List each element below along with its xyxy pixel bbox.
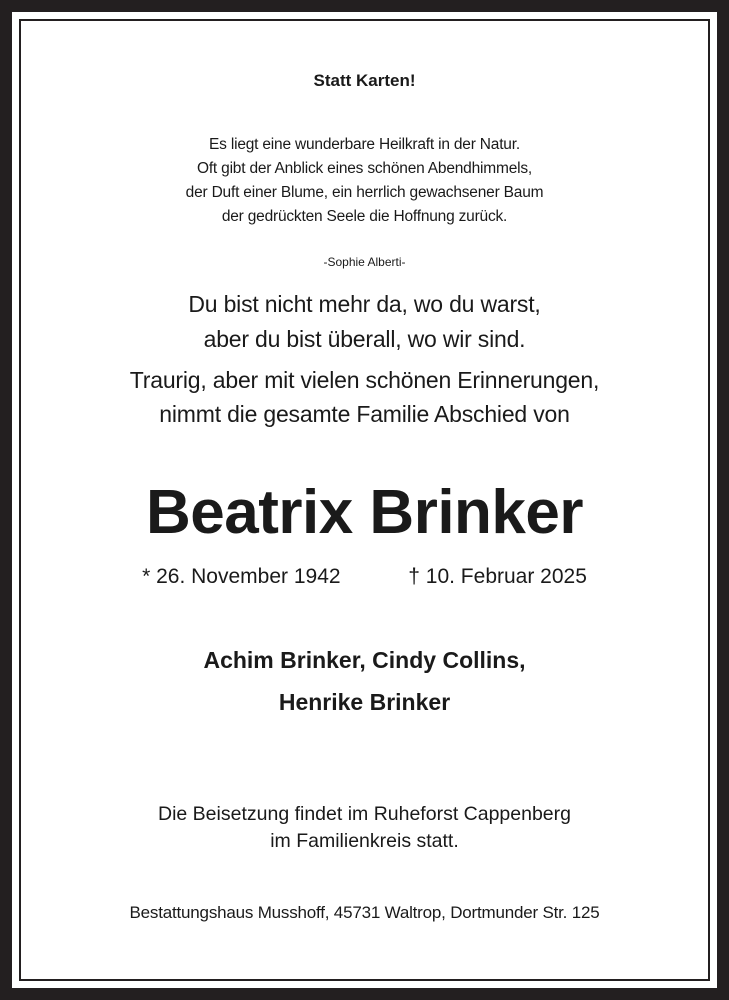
- family-line: Achim Brinker, Cindy Collins,: [203, 647, 526, 673]
- heading: Statt Karten!: [313, 71, 416, 90]
- quote-line: Es liegt eine wunderbare Heilkraft in der Natur.: [209, 136, 520, 153]
- quote-author: -Sophie Alberti-: [323, 255, 406, 269]
- family-line: Henrike Brinker: [278, 689, 451, 715]
- burial-line: Die Beisetzung findet im Ruheforst Cappenberg: [158, 803, 571, 825]
- funeral-home: Bestattungshaus Musshoff, 45731 Waltrop, Dortmunder Str. 125: [129, 903, 600, 922]
- message-line: aber du bist überall, wo wir sind.: [203, 326, 526, 352]
- message-line: Traurig, aber mit vielen schönen Erinnerungen,: [129, 367, 600, 393]
- message-line: Du bist nicht mehr da, wo du warst,: [188, 291, 541, 317]
- quote-line: der Duft einer Blume, ein herrlich gewachsener Baum: [185, 184, 544, 201]
- burial-line: im Familienkreis statt.: [270, 830, 459, 852]
- quote-line: Oft gibt der Anblick eines schönen Abendhimmels,: [196, 160, 533, 177]
- dates: [0, 565, 729, 589]
- quote-line: der gedrückten Seele die Hoffnung zurück.: [221, 208, 508, 225]
- birth-date: * 26. November 1942: [142, 565, 341, 588]
- death-date: † 10. Februar 2025: [408, 565, 587, 588]
- deceased-name: Beatrix Brinker: [145, 478, 584, 547]
- message-line: nimmt die gesamte Familie Abschied von: [159, 401, 570, 427]
